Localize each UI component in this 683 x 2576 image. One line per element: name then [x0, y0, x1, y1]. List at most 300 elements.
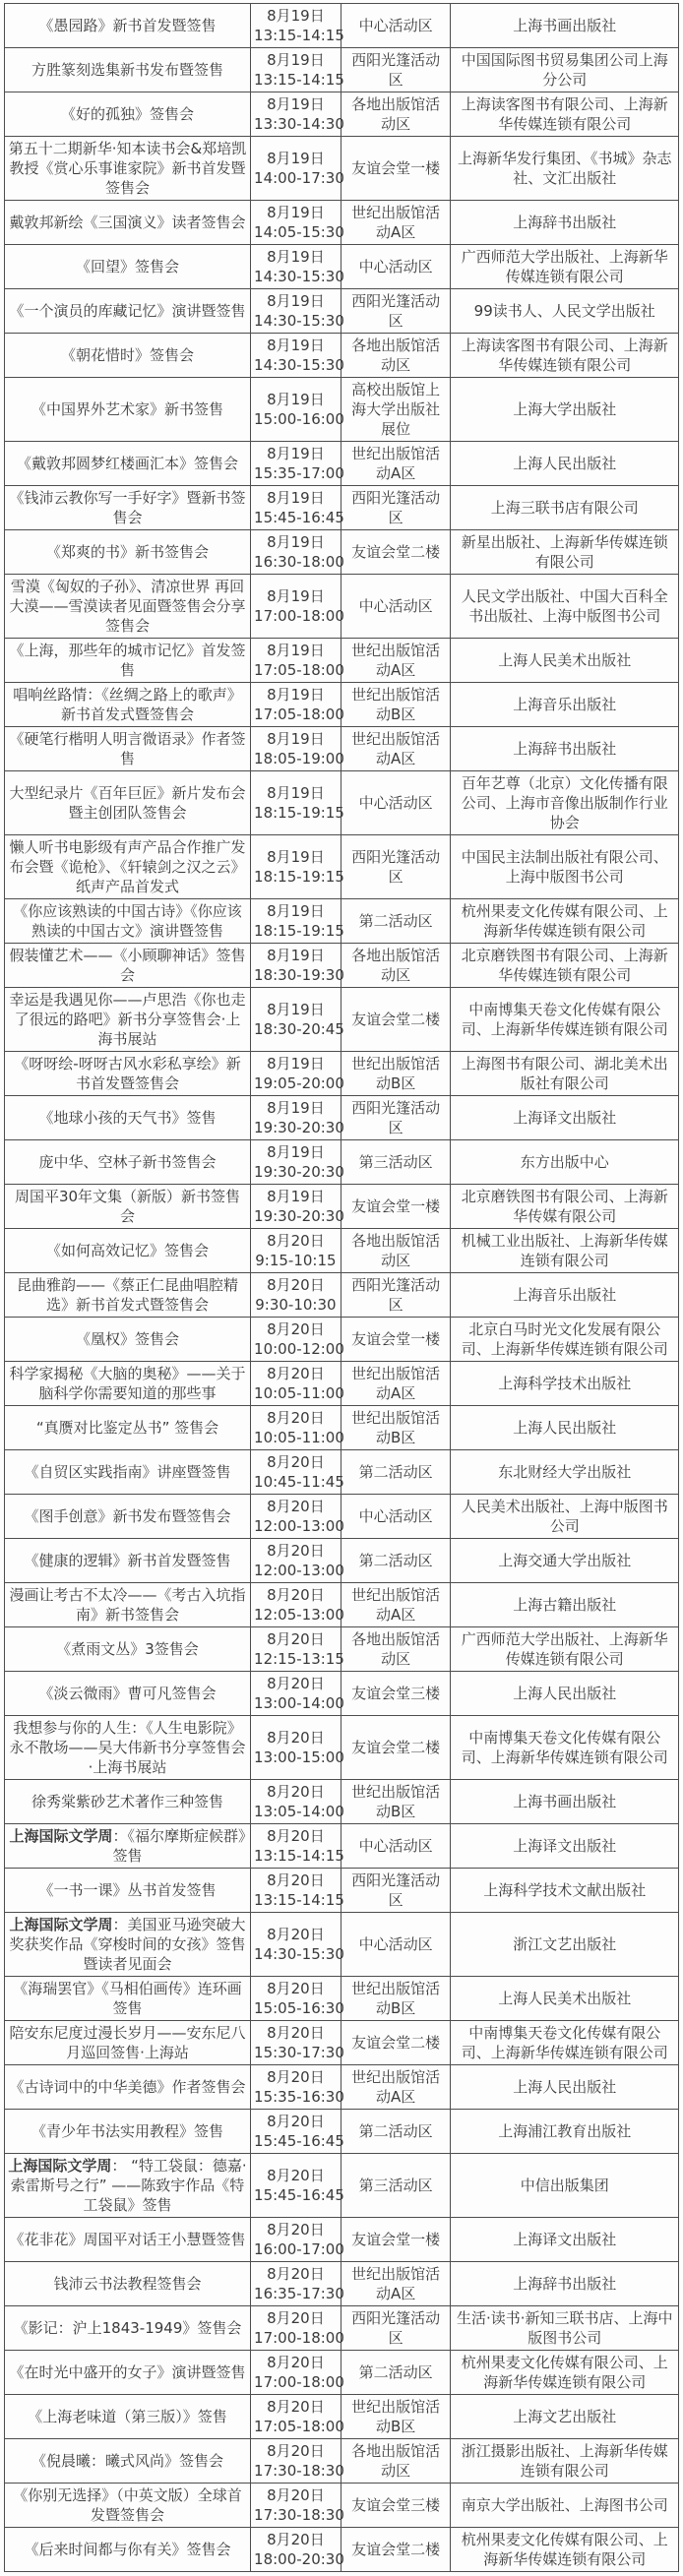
table-row — [5, 1913, 679, 1977]
organizer-cell: 99读书人、人民文学出版社 — [451, 289, 679, 334]
event-date: 8月19日 — [267, 204, 325, 221]
event-title: 《上海老味道（第三版）》签售 — [28, 2408, 227, 2425]
date-time-cell — [251, 486, 342, 530]
organizer-cell: 上海辞书出版社 — [451, 2262, 679, 2306]
event-date: 8月20日 — [267, 2354, 325, 2371]
organizer-cell: 上海古籍出版社 — [451, 1583, 679, 1627]
organizer-cell: 上海交通大学出版社 — [451, 1539, 679, 1583]
organizer-cell: 上海音乐出版社 — [451, 1273, 679, 1318]
organizer-cell: 上海新华发行集团、《书城》杂志社、文汇出版社 — [451, 137, 679, 201]
event-title: 徐秀棠紫砂艺术著作三种签售 — [31, 1793, 224, 1810]
organizer-cell: 广西师范大学出版社、上海新华传媒连锁有限公司 — [451, 245, 679, 289]
date-time-cell — [251, 683, 342, 727]
venue-cell: 友谊会堂一楼 — [341, 137, 451, 201]
venue-cell: 西阳光篷活动区 — [341, 1096, 451, 1140]
event-name-cell — [5, 771, 251, 835]
event-name-cell — [5, 2351, 251, 2395]
event-name-cell — [5, 2528, 251, 2572]
event-title: 懒人听书电影级有声产品合作推广发布会暨《诡枪》、《轩辕剑之汉之云》纸声产品首发式 — [9, 838, 246, 895]
event-name-cell — [5, 1362, 251, 1406]
table-row — [5, 1140, 679, 1185]
event-time: 10:45-11:45 — [254, 1473, 344, 1491]
event-date: 8月20日 — [267, 1586, 325, 1604]
event-date: 8月20日 — [267, 2486, 325, 2504]
event-title: 漫画让考古不太冷——《考古入坑指南》新书签售会 — [9, 1586, 246, 1624]
event-date: 8月20日 — [267, 2442, 325, 2460]
date-time-cell — [251, 1450, 342, 1495]
event-name-cell — [5, 899, 251, 944]
event-date: 8月19日 — [267, 642, 325, 659]
organizer-cell: 上海音乐出版社 — [451, 683, 679, 727]
table-row — [5, 1406, 679, 1450]
table-row — [5, 1096, 679, 1140]
event-title: 第五十二期新华·知本读书会&郑培凯教授《赏心乐事谁家院》新书首发暨签售会 — [8, 140, 247, 197]
event-title: 《呀呀绘-呀呀古风水彩私享绘》新书首发暨签售会 — [14, 1055, 241, 1092]
date-time-cell — [251, 2218, 342, 2262]
organizer-cell: 中国民主法制出版社有限公司、上海中版图书公司 — [451, 835, 679, 899]
venue-cell: 高校出版馆上海大学出版社展位 — [341, 378, 451, 442]
date-time-cell — [251, 575, 342, 639]
event-name-cell — [5, 1824, 251, 1869]
event-date: 8月20日 — [267, 1926, 325, 1943]
venue-cell: 世纪出版馆活动A区 — [341, 1583, 451, 1627]
venue-cell: 世纪出版馆活动B区 — [341, 1780, 451, 1824]
event-title: 《青少年书法实用教程》签售 — [31, 2122, 224, 2140]
event-date: 8月19日 — [267, 686, 325, 704]
event-name-cell — [5, 1052, 251, 1096]
table-row — [5, 575, 679, 639]
event-name-cell — [5, 1096, 251, 1140]
organizer-cell: 浙江文艺出版社 — [451, 1913, 679, 1977]
event-time: 14:00-17:30 — [254, 169, 344, 187]
event-date: 8月19日 — [267, 1001, 325, 1018]
event-time: 15:00-16:00 — [254, 410, 344, 428]
organizer-cell: 上海人民出版社 — [451, 2065, 679, 2110]
date-time-cell — [251, 835, 342, 899]
event-date: 8月19日 — [267, 1143, 325, 1161]
event-date: 8月20日 — [267, 2398, 325, 2416]
table-row — [5, 1052, 679, 1096]
event-time: 15:45-16:45 — [254, 2186, 344, 2204]
date-time-cell — [251, 899, 342, 944]
venue-cell: 第三活动区 — [341, 1140, 451, 1185]
event-time: 13:15-14:15 — [254, 1891, 344, 1909]
event-date: 8月20日 — [267, 1729, 325, 1747]
date-time-cell — [251, 2395, 342, 2439]
event-name-cell — [5, 4, 251, 48]
table-row — [5, 988, 679, 1052]
organizer-cell: 北京磨铁图书有限公司、上海新华传媒有限公司 — [451, 1185, 679, 1229]
venue-cell: 中心活动区 — [341, 575, 451, 639]
venue-cell: 世纪出版馆活动B区 — [341, 1052, 451, 1096]
organizer-cell: 人民文学出版社、中国大百科全书出版社、上海中版图书公司 — [451, 575, 679, 639]
event-date: 8月19日 — [267, 1188, 325, 1205]
organizer-cell: 中信出版集团 — [451, 2154, 679, 2218]
event-time: 19:05-20:00 — [254, 1074, 344, 1092]
event-name-cell — [5, 1672, 251, 1716]
event-date: 8月20日 — [267, 1409, 325, 1427]
event-date: 8月20日 — [267, 1453, 325, 1471]
event-name-cell — [5, 835, 251, 899]
event-date: 8月19日 — [267, 1099, 325, 1117]
event-time: 12:05-13:00 — [254, 1606, 344, 1624]
venue-cell: 第二活动区 — [341, 899, 451, 944]
event-date: 8月19日 — [267, 947, 325, 964]
venue-cell: 西阳光篷活动区 — [341, 48, 451, 92]
event-name-cell — [5, 683, 251, 727]
organizer-cell: 上海辞书出版社 — [451, 727, 679, 771]
event-title: 《影记：沪上1843-1949》签售会 — [13, 2319, 242, 2337]
event-name-cell — [5, 289, 251, 334]
event-time: 17:00-18:00 — [254, 607, 344, 625]
event-date: 8月20日 — [267, 2024, 325, 2042]
organizer-cell: 上海书画出版社 — [451, 1780, 679, 1824]
event-date: 8月20日 — [267, 2068, 325, 2086]
date-time-cell — [251, 1406, 342, 1450]
date-time-cell — [251, 442, 342, 486]
event-name-cell — [5, 639, 251, 683]
event-date: 8月19日 — [267, 292, 325, 310]
event-title: 《古诗词中的中华美德》作者签售会 — [9, 2078, 246, 2096]
event-title: 《一书一课》丛书首发签售 — [38, 1881, 217, 1899]
organizer-cell: 上海大学出版社 — [451, 378, 679, 442]
event-title: 《戴敦邦圆梦红楼画汇本》签售会 — [17, 455, 239, 472]
venue-cell: 中心活动区 — [341, 245, 451, 289]
event-title: 庞中华、空林子新书签售会 — [38, 1153, 217, 1171]
organizer-cell: 上海人民出版社 — [451, 1406, 679, 1450]
event-title: 钱沛云书法教程签售会 — [53, 2275, 202, 2293]
date-time-cell — [251, 1977, 342, 2021]
event-name-cell — [5, 334, 251, 378]
event-date: 8月19日 — [267, 784, 325, 802]
table-row — [5, 442, 679, 486]
organizer-cell: 新星出版社、上海新华传媒连锁有限公司 — [451, 530, 679, 575]
event-time: 16:00-17:00 — [254, 2240, 344, 2258]
organizer-cell: 中南博集天卷文化传媒有限公司、上海新华传媒连锁有限公司 — [451, 2021, 679, 2065]
table-row — [5, 2439, 679, 2484]
date-time-cell — [251, 2262, 342, 2306]
event-date: 8月20日 — [267, 1320, 325, 1338]
event-date: 8月20日 — [267, 1871, 325, 1889]
event-title: 《朝花惜时》签售会 — [61, 346, 195, 364]
venue-cell: 友谊会堂二楼 — [341, 988, 451, 1052]
event-date: 8月20日 — [267, 1783, 325, 1801]
event-date: 8月19日 — [267, 391, 325, 408]
table-row — [5, 2218, 679, 2262]
event-time: 15:35-17:00 — [254, 464, 344, 482]
event-time: 14:30-15:30 — [254, 1945, 344, 1963]
organizer-cell: 中南博集天卷文化传媒有限公司、上海新华传媒连锁有限公司 — [451, 1716, 679, 1780]
event-title: 《愚园路》新书首发暨签售 — [38, 17, 217, 34]
event-title: 《在时光中盛开的女子》演讲暨签售 — [9, 2363, 246, 2381]
organizer-cell: 上海读客图书有限公司、上海新华传媒连锁有限公司 — [451, 334, 679, 378]
date-time-cell — [251, 1318, 342, 1362]
table-row — [5, 1977, 679, 2021]
event-date: 8月20日 — [267, 2221, 325, 2239]
event-name-cell — [5, 727, 251, 771]
event-name-cell — [5, 1869, 251, 1913]
venue-cell: 友谊会堂三楼 — [341, 1672, 451, 1716]
event-title: 唱响丝路情：《丝绸之路上的歌声》新书首发式暨签售会 — [13, 686, 242, 723]
event-date: 8月20日 — [267, 1827, 325, 1845]
event-name-cell — [5, 944, 251, 988]
event-title: 《煮雨文丛》3签售会 — [56, 1640, 199, 1658]
event-date: 8月19日 — [267, 730, 325, 748]
event-name-cell — [5, 1913, 251, 1977]
date-time-cell — [251, 1273, 342, 1318]
organizer-cell: 上海译文出版社 — [451, 2218, 679, 2262]
date-time-cell — [251, 530, 342, 575]
event-name-cell — [5, 2154, 251, 2218]
event-title: 《郑爽的书》新书签售会 — [46, 543, 210, 561]
event-name-cell — [5, 2306, 251, 2351]
table-row — [5, 1539, 679, 1583]
table-row — [5, 2065, 679, 2110]
event-name-cell — [5, 1140, 251, 1185]
date-time-cell — [251, 2154, 342, 2218]
organizer-cell: 上海读客图书有限公司、上海新华传媒连锁有限公司 — [451, 92, 679, 137]
event-time: 9:15-10:15 — [255, 1252, 337, 1269]
event-title: 《后来时间都与你有关》签售会 — [24, 2541, 231, 2558]
event-title: 周国平30年文集（新版）新书签售会 — [14, 1188, 241, 1225]
date-time-cell — [251, 1672, 342, 1716]
venue-cell: 友谊会堂三楼 — [341, 2484, 451, 2528]
event-date: 8月20日 — [267, 2309, 325, 2327]
event-name-cell — [5, 245, 251, 289]
event-name-cell — [5, 1273, 251, 1318]
event-title: ：美国亚马逊突破大奖获奖作品《穿梭时间的女孩》签售暨读者见面会 — [9, 1916, 246, 1973]
venue-cell: 世纪出版馆活动A区 — [341, 2065, 451, 2110]
event-time: 17:05-18:00 — [254, 2418, 344, 2435]
event-date: 8月19日 — [267, 489, 325, 507]
organizer-cell: 上海译文出版社 — [451, 1824, 679, 1869]
venue-cell: 友谊会堂二楼 — [341, 2528, 451, 2572]
organizer-cell: 上海科学技术出版社 — [451, 1362, 679, 1406]
event-time: 14:30-15:30 — [254, 268, 344, 285]
venue-cell: 友谊会堂二楼 — [341, 1716, 451, 1780]
venue-cell: 各地出版馆活动区 — [341, 1627, 451, 1672]
venue-cell: 世纪出版馆活动A区 — [341, 1362, 451, 1406]
event-date: 8月19日 — [267, 95, 325, 113]
event-date: 8月19日 — [267, 7, 325, 25]
event-name-cell — [5, 1185, 251, 1229]
organizer-cell: 上海译文出版社 — [451, 1096, 679, 1140]
event-time: 18:00-20:30 — [254, 2550, 344, 2568]
event-title: 《中国界外艺术家》新书签售 — [31, 400, 224, 418]
venue-cell: 中心活动区 — [341, 1824, 451, 1869]
organizer-cell: 上海人民出版社 — [451, 442, 679, 486]
venue-cell: 友谊会堂一楼 — [341, 1185, 451, 1229]
event-time: 13:00-14:00 — [254, 1694, 344, 1712]
event-title: 方胜篆刻选集新书发布暨签售 — [31, 61, 224, 79]
event-name-cell — [5, 2021, 251, 2065]
event-name-cell — [5, 1495, 251, 1539]
event-name-cell — [5, 2065, 251, 2110]
organizer-cell: 上海书画出版社 — [451, 4, 679, 48]
date-time-cell — [251, 1716, 342, 1780]
venue-cell: 世纪出版馆活动A区 — [341, 2262, 451, 2306]
venue-cell: 世纪出版馆活动B区 — [341, 683, 451, 727]
event-name-cell — [5, 92, 251, 137]
schedule-table-body — [5, 4, 679, 2572]
venue-cell: 西阳光篷活动区 — [341, 835, 451, 899]
event-time: 16:35-17:30 — [254, 2285, 344, 2302]
event-title: 《倪晨曦：曦式风尚》签售会 — [31, 2452, 224, 2470]
organizer-cell: 上海人民美术出版社 — [451, 1977, 679, 2021]
event-title: 雪漠《匈奴的子孙》、清凉世界 再回大漠——雪漠读者见面暨签售会分享签售会 — [9, 578, 246, 635]
venue-cell: 中心活动区 — [341, 1913, 451, 1977]
organizer-cell: 百年艺尊（北京）文化传播有限公司、上海市音像出版制作行业协会 — [451, 771, 679, 835]
event-date: 8月20日 — [267, 2265, 325, 2283]
table-row — [5, 137, 679, 201]
date-time-cell — [251, 2484, 342, 2528]
date-time-cell — [251, 1362, 342, 1406]
table-row — [5, 1583, 679, 1627]
event-date: 8月20日 — [267, 1276, 325, 1294]
date-time-cell — [251, 1185, 342, 1229]
table-row — [5, 92, 679, 137]
organizer-cell: 机械工业出版社、上海新华传媒连锁有限公司 — [451, 1229, 679, 1273]
date-time-cell — [251, 1824, 342, 1869]
date-time-cell — [251, 2110, 342, 2154]
venue-cell: 世纪出版馆活动A区 — [341, 442, 451, 486]
event-title: 《自贸区实践指南》讲座暨签售 — [24, 1463, 231, 1481]
event-date: 8月19日 — [267, 902, 325, 920]
date-time-cell — [251, 378, 342, 442]
event-name-cell — [5, 575, 251, 639]
event-name-cell — [5, 1229, 251, 1273]
table-row — [5, 899, 679, 944]
venue-cell: 各地出版馆活动区 — [341, 944, 451, 988]
event-time: 13:30-14:30 — [254, 115, 344, 133]
table-row — [5, 2306, 679, 2351]
venue-cell: 中心活动区 — [341, 1495, 451, 1539]
event-name-cell — [5, 1539, 251, 1583]
date-time-cell — [251, 1495, 342, 1539]
date-time-cell — [251, 1229, 342, 1273]
event-title: 幸运是我遇见你——卢思浩《你也走了很远的路吧》新书分享签售会·上海书展站 — [9, 991, 246, 1048]
event-date: 8月20日 — [267, 1365, 325, 1382]
organizer-cell: 上海图书有限公司、湖北美术出版社有限公司 — [451, 1052, 679, 1096]
table-row — [5, 2395, 679, 2439]
date-time-cell — [251, 2065, 342, 2110]
venue-cell: 各地出版馆活动区 — [341, 1229, 451, 1273]
event-time: 12:15-13:15 — [254, 1650, 344, 1668]
event-date: 8月19日 — [267, 337, 325, 354]
organizer-cell: 中国国际图书贸易集团公司上海分公司 — [451, 48, 679, 92]
event-title: 《钱沛云教你写一手好字》暨新书签售会 — [9, 489, 246, 526]
event-series-prefix: 上海国际文学周 — [9, 1827, 113, 1845]
table-row — [5, 944, 679, 988]
table-row — [5, 771, 679, 835]
date-time-cell — [251, 1096, 342, 1140]
table-row — [5, 1716, 679, 1780]
event-time: 18:15-19:15 — [254, 804, 344, 822]
venue-cell: 世纪出版馆活动A区 — [341, 727, 451, 771]
date-time-cell — [251, 1539, 342, 1583]
table-row — [5, 1495, 679, 1539]
venue-cell: 西阳光篷活动区 — [341, 1273, 451, 1318]
event-time: 14:30-15:30 — [254, 356, 344, 374]
organizer-cell: 杭州果麦文化传媒有限公司、上海新华传媒连锁有限公司 — [451, 899, 679, 944]
event-name-cell — [5, 1780, 251, 1824]
table-row — [5, 1627, 679, 1672]
event-name-cell — [5, 137, 251, 201]
signing-events-table — [4, 3, 679, 2572]
venue-cell: 中心活动区 — [341, 4, 451, 48]
event-date: 8月19日 — [267, 248, 325, 266]
date-time-cell — [251, 334, 342, 378]
venue-cell: 西阳光篷活动区 — [341, 486, 451, 530]
event-time: 13:15-14:15 — [254, 27, 344, 44]
date-time-cell — [251, 2306, 342, 2351]
venue-cell: 各地出版馆活动区 — [341, 2439, 451, 2484]
event-name-cell — [5, 2439, 251, 2484]
event-time: 19:30-20:30 — [254, 1207, 344, 1225]
event-title: 戴敦邦新绘《三国演义》读者签售会 — [9, 214, 246, 231]
table-row — [5, 1185, 679, 1229]
organizer-cell: 北京白马时光文化发展有限公司、上海新华传媒连锁有限公司 — [451, 1318, 679, 1362]
date-time-cell — [251, 1780, 342, 1824]
event-time: 18:30-19:30 — [254, 966, 344, 984]
event-time: 15:45-16:45 — [254, 2132, 344, 2150]
event-title: 《海瑞罢官》《马相伯画传》连环画签售 — [13, 1980, 242, 2017]
venue-cell: 世纪出版馆活动A区 — [341, 639, 451, 683]
date-time-cell — [251, 1627, 342, 1672]
venue-cell: 第三活动区 — [341, 2154, 451, 2218]
event-title: 《图手创意》新书发布暨签售会 — [24, 1507, 231, 1525]
date-time-cell — [251, 2528, 342, 2572]
event-time: 18:30-20:45 — [254, 1020, 344, 1038]
venue-cell: 世纪出版馆活动B区 — [341, 1977, 451, 2021]
event-time: 15:45-16:45 — [254, 509, 344, 526]
event-title: 《回望》签售会 — [76, 258, 180, 276]
event-name-cell — [5, 2262, 251, 2306]
table-row — [5, 1450, 679, 1495]
date-time-cell — [251, 2439, 342, 2484]
event-date: 8月19日 — [267, 150, 325, 167]
event-name-cell — [5, 530, 251, 575]
table-row — [5, 639, 679, 683]
venue-cell: 友谊会堂一楼 — [341, 2218, 451, 2262]
event-date: 8月19日 — [267, 1055, 325, 1073]
table-row — [5, 245, 679, 289]
event-time: 19:30-20:30 — [254, 1163, 344, 1181]
date-time-cell — [251, 771, 342, 835]
event-time: 14:30-15:30 — [254, 312, 344, 330]
event-date: 8月19日 — [267, 587, 325, 605]
organizer-cell: 东北财经大学出版社 — [451, 1450, 679, 1495]
event-title: 《花非花》周国平对话王小慧暨签售 — [9, 2231, 246, 2248]
table-row — [5, 1869, 679, 1913]
event-date: 8月20日 — [267, 1542, 325, 1560]
event-title: ：《福尔摩斯症候群》签售 — [112, 1827, 246, 1865]
event-date: 8月20日 — [267, 1675, 325, 1692]
event-title: 《如何高效记忆》签售会 — [46, 1242, 210, 1259]
table-row — [5, 2528, 679, 2572]
date-time-cell — [251, 944, 342, 988]
event-time: 13:15-14:15 — [254, 1847, 344, 1865]
table-row — [5, 2021, 679, 2065]
event-name-cell — [5, 988, 251, 1052]
event-time: 13:05-14:00 — [254, 1803, 344, 1820]
date-time-cell — [251, 1583, 342, 1627]
date-time-cell — [251, 289, 342, 334]
date-time-cell — [251, 245, 342, 289]
table-row — [5, 1273, 679, 1318]
event-title: “真赝对比鉴定丛书” 签售会 — [35, 1419, 219, 1437]
date-time-cell — [251, 639, 342, 683]
